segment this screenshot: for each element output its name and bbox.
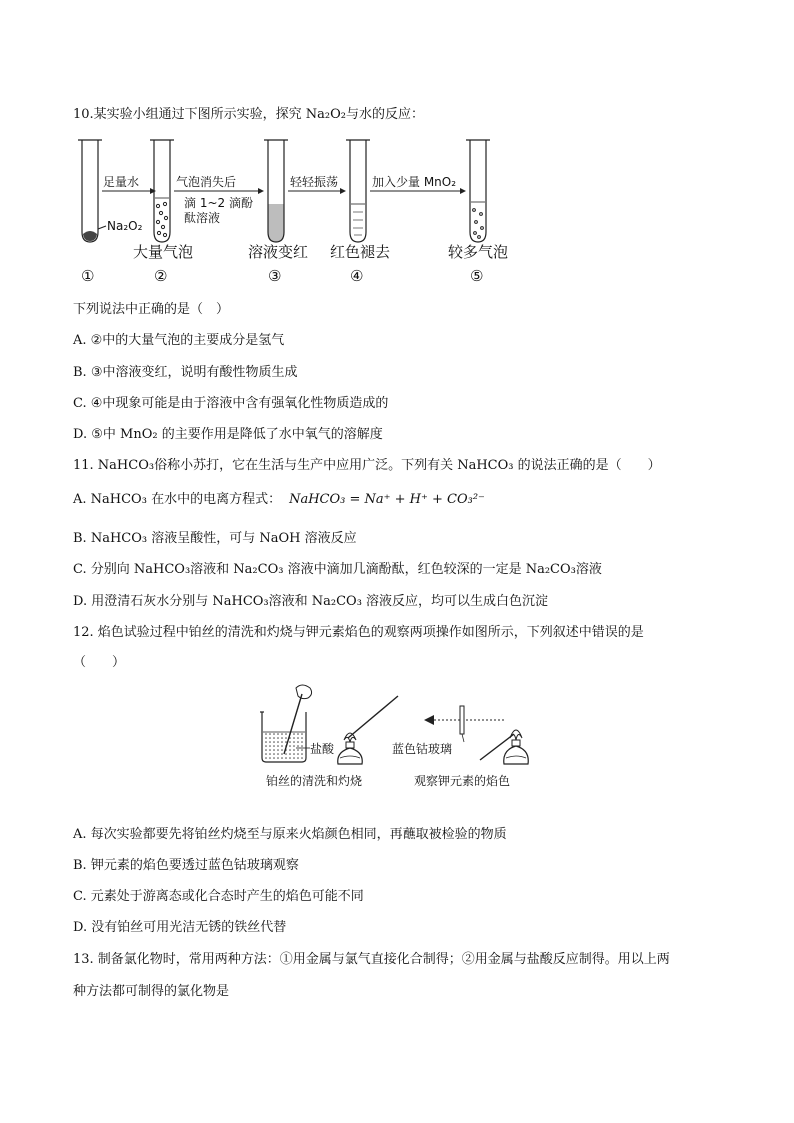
beaker (260, 712, 306, 762)
q12-paren: （ ） (73, 655, 126, 670)
q11-option-a (73, 491, 485, 509)
alcohol-lamp-1 (338, 733, 363, 764)
num-1: ① (81, 267, 95, 285)
q10-figure (70, 134, 520, 286)
arrow2-label-3: 酞溶液 (184, 211, 221, 225)
q10-prompt: 下列说法中正确的是（ ） (73, 302, 230, 317)
q10-option-c: C. ④中现象可能是由于溶液中含有强氧化性物质造成的 (73, 396, 389, 411)
test-tube-1 (78, 140, 106, 242)
arrow2-label-1: 气泡消失后 (176, 175, 237, 189)
ionization-formula: NaHCO₃ = Na⁺ + H⁺ + CO₃²⁻ (289, 492, 485, 507)
test-tube-5 (466, 140, 490, 242)
q12-stem: 12. 焰色试验过程中铂丝的清洗和灼烧与钾元素焰色的观察两项操作如图所示，下列叙述中错误的是 (73, 625, 644, 640)
test-tube-4 (346, 140, 370, 242)
q13-line-2: 种方法都可制得的氯化物是 (73, 984, 230, 999)
obs-4: 红色褪去 (330, 243, 391, 261)
obs-2: 大量气泡 (133, 243, 194, 261)
q10-stem: 10.某实验小组通过下图所示实验，探究 Na₂O₂与水的反应： (73, 107, 425, 122)
num-2: ② (154, 267, 168, 285)
q11-option-c: C. 分别向 NaHCO₃溶液和 Na₂CO₃ 溶液中滴加几滴酚酞，红色较深的一定是 Na₂CO₃溶液 (73, 562, 602, 577)
glass-label: 蓝色钴玻璃 (392, 742, 453, 756)
q12-figure (256, 680, 546, 792)
eye (424, 715, 434, 725)
reagent-label: Na₂O₂ (107, 219, 143, 233)
arrow1-label: 足量水 (103, 175, 140, 189)
arrow3-label: 轻轻振荡 (290, 175, 339, 189)
num-5: ⑤ (470, 267, 484, 285)
q12-option-c: C. 元素处于游离态或化合态时产生的焰色可能不同 (73, 889, 364, 904)
obs-5: 较多气泡 (448, 243, 509, 261)
caption-right: 观察钾元素的焰色 (414, 774, 511, 788)
acid-label: 盐酸 (310, 742, 335, 756)
q13-line-1: 13. 制备氯化物时，常用两种方法：①用金属与氯气直接化合制得；②用金属与盐酸反应制得。用以上两 (73, 952, 670, 967)
q11-option-a-text: A. NaHCO₃ 在水中的电离方程式： (73, 492, 282, 507)
num-3: ③ (268, 267, 282, 285)
q12-option-d: D. 没有铂丝可用光洁无锈的铁丝代替 (73, 920, 287, 935)
q11-option-b: B. NaHCO₃ 溶液呈酸性，可与 NaOH 溶液反应 (73, 531, 357, 546)
caption-left: 铂丝的清洗和灼烧 (266, 774, 363, 788)
alcohol-lamp-2 (504, 730, 529, 764)
test-tube-3 (264, 140, 288, 242)
test-tube-2 (150, 140, 174, 242)
q10-option-a: A. ②中的大量气泡的主要成分是氢气 (73, 333, 285, 348)
obs-3: 溶液变红 (248, 243, 309, 261)
q10-option-b: B. ③中溶液变红，说明有酸性物质生成 (73, 365, 298, 380)
q12-option-b: B. 钾元素的焰色要透过蓝色钴玻璃观察 (73, 858, 299, 873)
q10-option-d: D. ⑤中 MnO₂ 的主要作用是降低了水中氧气的溶解度 (73, 427, 383, 442)
arrow2-label-2: 滴 1~2 滴酚 (184, 196, 253, 210)
arrow4-label: 加入少量 MnO₂ (372, 175, 457, 189)
q11-stem: 11. NaHCO₃俗称小苏打，它在生活与生产中应用广泛。下列有关 NaHCO₃ 的说法正确的是（ ） (73, 458, 661, 473)
q12-option-a: A. 每次实验都要先将铂丝灼烧至与原来火焰颜色相同，再蘸取被检验的物质 (73, 827, 507, 842)
num-4: ④ (350, 267, 364, 285)
cobalt-glass (460, 706, 464, 734)
q11-option-d: D. 用澄清石灰水分别与 NaHCO₃溶液和 Na₂CO₃ 溶液反应，均可以生成白色沉淀 (73, 594, 549, 609)
platinum-wire (348, 696, 398, 738)
